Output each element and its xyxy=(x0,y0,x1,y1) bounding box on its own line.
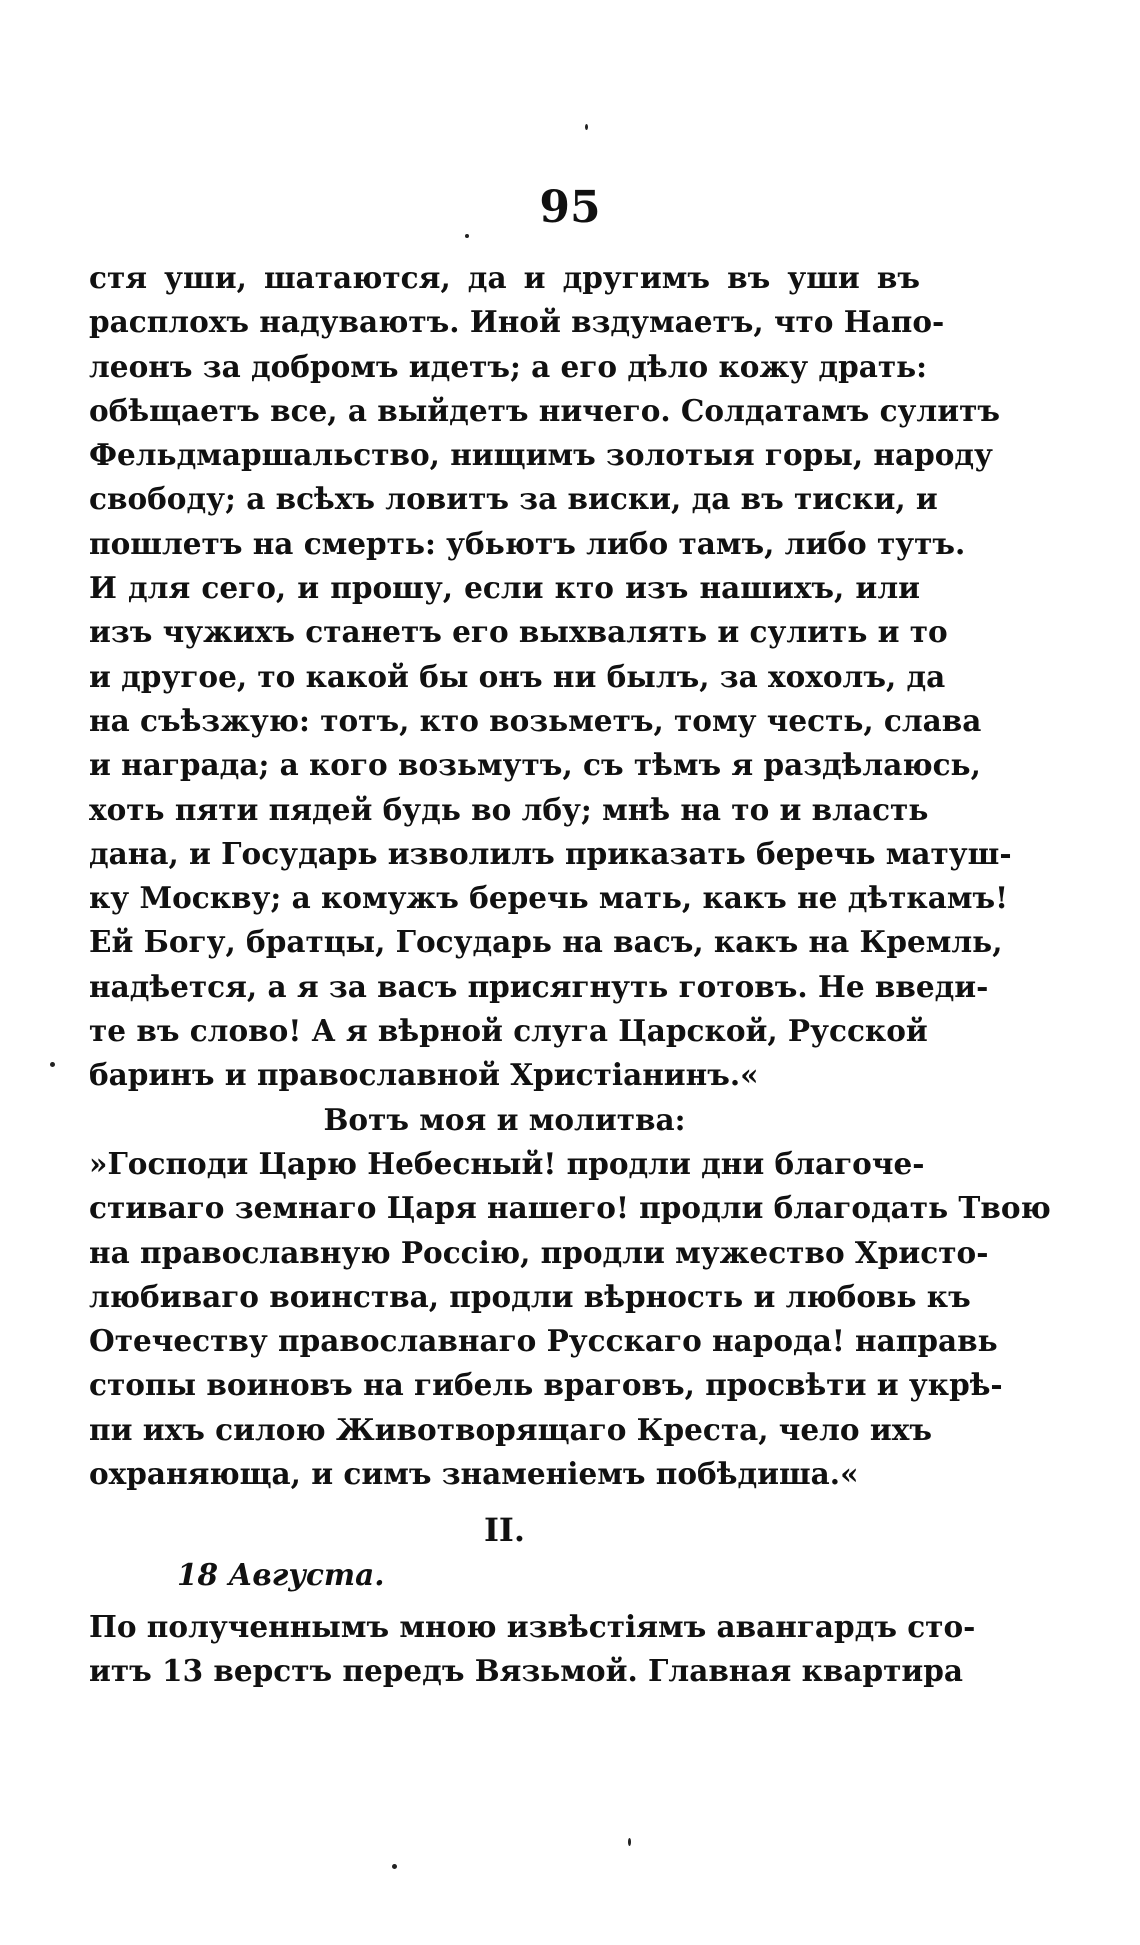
scan-speck xyxy=(585,124,588,130)
text-line: пошлетъ на смерть: убьютъ либо тамъ, либо тутъ. xyxy=(89,525,966,561)
text-line: и награда; а кого возьмутъ, съ тѣмъ я раздѣлаюсь, xyxy=(89,747,981,783)
text-line: ку Москву; а комужъ беречь мать, какъ не дѣткамъ! xyxy=(89,880,1009,916)
prayer-line: стопы воиновъ на гибель враговъ, просвѣти и укрѣ- xyxy=(89,1367,1003,1403)
prayer-line: охраняюща, и симъ знаменіемъ побѣдиша.« xyxy=(89,1456,859,1492)
text-line: те въ слово! А я вѣрной слуга Царской, Русской xyxy=(89,1013,928,1049)
entry-date: 18 Августа. xyxy=(177,1556,385,1592)
scan-speck xyxy=(628,1838,631,1846)
page-body xyxy=(89,256,1051,1694)
scan-speck xyxy=(392,1864,397,1869)
text-line: надѣется, а я за васъ присягнуть готовъ. Не введи- xyxy=(89,968,989,1004)
scan-speck xyxy=(465,234,469,238)
text-line: и другое, то какой бы онъ ни былъ, за хохолъ, да xyxy=(89,658,946,694)
text-line: дана, и Государь изволилъ приказать беречь матуш- xyxy=(89,835,1012,871)
text-line: По полученнымъ мною извѣстіямъ авангардъ сто- xyxy=(89,1608,976,1644)
text-line: Ей Богу, братцы, Государь на васъ, какъ на Кремль, xyxy=(89,924,1003,960)
section-number: II. xyxy=(483,1511,526,1550)
text-line: стя уши, шатаются, да и другимъ въ уши въ xyxy=(89,260,920,295)
prayer-line: »Господи Царю Небесный! продли дни благоче- xyxy=(89,1145,925,1181)
text-line: свободу; а всѣхъ ловитъ за виски, да въ тиски, и xyxy=(89,481,938,517)
scan-speck xyxy=(50,1062,55,1067)
text-line: баринъ и православной Христіанинъ.« xyxy=(89,1057,759,1093)
text-line: на съѣзжую: тотъ, кто возьметъ, тому честь, слава xyxy=(89,702,982,738)
text-line: обѣщаетъ все, а выйдетъ ничего. Солдатамъ сулитъ xyxy=(89,392,1000,428)
text-line: леонъ за добромъ идетъ; а его дѣло кожу драть: xyxy=(89,348,928,384)
prayer-line: Отечеству православнаго Русскаго народа! направь xyxy=(89,1323,998,1359)
text-line: итъ 13 верстъ передъ Вязьмой. Главная квартира xyxy=(89,1653,964,1689)
text-line: изъ чужихъ станетъ его выхвалять и сулить и то xyxy=(89,614,948,650)
text-line: хоть пяти пядей будь во лбу; мнѣ на то и власть xyxy=(89,791,929,827)
text-line: расплохъ надуваютъ. Иной вздумаетъ, что Напо- xyxy=(89,304,945,340)
prayer-line: стиваго земнаго Царя нашего! продли благодать Твою xyxy=(89,1190,1051,1226)
page-number: 95 xyxy=(539,182,601,233)
text-line: И для сего, и прошу, если кто изъ нашихъ, или xyxy=(89,570,920,606)
prayer-heading: Вотъ моя и молитва: xyxy=(323,1101,686,1137)
prayer-line: любиваго воинства, продли вѣрность и любовь къ xyxy=(89,1278,971,1314)
prayer-line: пи ихъ силою Животворящаго Креста, чело ихъ xyxy=(89,1411,932,1447)
text-line: Фельдмаршальство, нищимъ золотыя горы, народу xyxy=(89,437,993,473)
prayer-line: на православную Россію, продли мужество Христо- xyxy=(89,1234,989,1270)
